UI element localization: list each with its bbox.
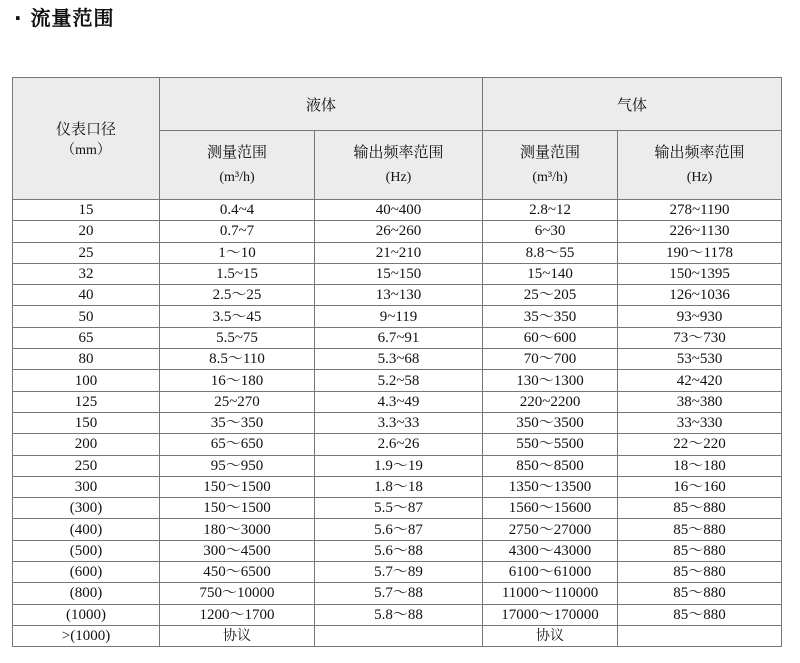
gas-measure-cell: 11000～110000 <box>483 583 618 604</box>
gas-measure-cell: 220~2200 <box>483 391 618 412</box>
liquid-freq-cell: 1.9～19 <box>315 455 483 476</box>
liquid-freq-cell: 13~130 <box>315 285 483 306</box>
flow-range-table <box>12 77 782 647</box>
gas-measure-cell: 550～5500 <box>483 434 618 455</box>
diameter-cell: 32 <box>13 263 160 284</box>
liquid-freq-cell: 5.8～88 <box>315 604 483 625</box>
table-row <box>13 519 782 540</box>
table-row <box>13 242 782 263</box>
liquid-measure-cell: 2.5～25 <box>160 285 315 306</box>
liquid-freq-cell: 5.3~68 <box>315 349 483 370</box>
liquid-freq-cell: 6.7~91 <box>315 327 483 348</box>
liquid-freq-cell: 21~210 <box>315 242 483 263</box>
liquid-measure-cell: 0.4~4 <box>160 200 315 221</box>
liquid-measure-cell: 35～350 <box>160 412 315 433</box>
diameter-cell: 40 <box>13 285 160 306</box>
table-row <box>13 200 782 221</box>
table-row <box>13 285 782 306</box>
gas-freq-cell: 85～880 <box>618 583 782 604</box>
liquid-measure-cell: 300～4500 <box>160 540 315 561</box>
gas-freq-cell: 16～160 <box>618 476 782 497</box>
gas-measure-cell: 6~30 <box>483 221 618 242</box>
gas-freq-cell: 85～880 <box>618 540 782 561</box>
liquid-freq-cell: 26~260 <box>315 221 483 242</box>
diameter-cell: (800) <box>13 583 160 604</box>
liquid-freq-cell: 3.3~33 <box>315 412 483 433</box>
diameter-cell: 300 <box>13 476 160 497</box>
gas-freq-cell: 85～880 <box>618 562 782 583</box>
liquid-freq-cell: 2.6~26 <box>315 434 483 455</box>
table-row <box>13 583 782 604</box>
diameter-cell: 50 <box>13 306 160 327</box>
gas-freq-cell: 190～1178 <box>618 242 782 263</box>
gas-freq-cell: 150~1395 <box>618 263 782 284</box>
liquid-freq-cell: 40~400 <box>315 200 483 221</box>
liquid-freq-cell: 5.6～87 <box>315 519 483 540</box>
table-row <box>13 412 782 433</box>
table-row <box>13 370 782 391</box>
diameter-cell: 100 <box>13 370 160 391</box>
gas-measure-cell: 17000～170000 <box>483 604 618 625</box>
liquid-measure-cell: 0.7~7 <box>160 221 315 242</box>
table-row <box>13 391 782 412</box>
gas-measure-cell: 60～600 <box>483 327 618 348</box>
diameter-cell: (300) <box>13 498 160 519</box>
gas-freq-cell: 38~380 <box>618 391 782 412</box>
gas-freq-cell: 85～880 <box>618 498 782 519</box>
diameter-cell: 25 <box>13 242 160 263</box>
gas-freq-cell: 126~1036 <box>618 285 782 306</box>
liquid-measure-cell: 750～10000 <box>160 583 315 604</box>
liquid-measure-cell: 协议 <box>160 625 315 646</box>
page-title: · 流量范围 <box>14 6 115 30</box>
liquid-freq-cell: 5.6～88 <box>315 540 483 561</box>
liquid-freq-cell: 9~119 <box>315 306 483 327</box>
freq-unit: (Hz) <box>686 170 713 185</box>
table-row <box>13 263 782 284</box>
gas-header: 气体 <box>483 78 782 131</box>
diameter-cell: 15 <box>13 200 160 221</box>
table-row <box>13 455 782 476</box>
gas-measure-header <box>483 131 618 200</box>
gas-freq-cell <box>618 625 782 646</box>
freq-unit: (Hz) <box>385 170 412 185</box>
gas-measure-cell: 15~140 <box>483 263 618 284</box>
measure-unit: (m³/h) <box>532 170 568 185</box>
diameter-unit: （mm） <box>61 143 111 158</box>
gas-measure-cell: 35～350 <box>483 306 618 327</box>
liquid-measure-cell: 150～1500 <box>160 476 315 497</box>
gas-measure-cell: 4300～43000 <box>483 540 618 561</box>
liquid-measure-cell: 1～10 <box>160 242 315 263</box>
liquid-measure-cell: 3.5～45 <box>160 306 315 327</box>
liquid-freq-cell: 5.7～88 <box>315 583 483 604</box>
measure-unit: (m³/h) <box>219 170 255 185</box>
liquid-freq-cell: 1.8～18 <box>315 476 483 497</box>
liquid-measure-cell: 16～180 <box>160 370 315 391</box>
diameter-cell: 250 <box>13 455 160 476</box>
gas-freq-cell: 42~420 <box>618 370 782 391</box>
gas-freq-cell: 278~1190 <box>618 200 782 221</box>
gas-freq-cell: 53~530 <box>618 349 782 370</box>
liquid-measure-cell: 450～6500 <box>160 562 315 583</box>
gas-measure-cell: 6100～61000 <box>483 562 618 583</box>
gas-measure-cell: 350～3500 <box>483 412 618 433</box>
gas-freq-cell: 226~1130 <box>618 221 782 242</box>
diameter-cell: 200 <box>13 434 160 455</box>
diameter-label: 仪表口径 <box>55 120 116 138</box>
gas-freq-cell: 22～220 <box>618 434 782 455</box>
liquid-measure-cell: 65～650 <box>160 434 315 455</box>
diameter-cell: (400) <box>13 519 160 540</box>
diameter-cell: (600) <box>13 562 160 583</box>
liquid-measure-header <box>160 131 315 200</box>
liquid-measure-cell: 5.5~75 <box>160 327 315 348</box>
liquid-measure-cell: 150～1500 <box>160 498 315 519</box>
liquid-measure-cell: 8.5～110 <box>160 349 315 370</box>
gas-freq-cell: 85～880 <box>618 604 782 625</box>
diameter-cell: (500) <box>13 540 160 561</box>
table-row <box>13 476 782 497</box>
table-body <box>13 200 782 647</box>
gas-measure-cell: 2750～27000 <box>483 519 618 540</box>
diameter-cell: (1000) <box>13 604 160 625</box>
gas-measure-cell: 2.8~12 <box>483 200 618 221</box>
gas-measure-cell: 130～1300 <box>483 370 618 391</box>
diameter-header <box>13 78 160 200</box>
diameter-cell: 80 <box>13 349 160 370</box>
gas-freq-header <box>618 131 782 200</box>
table-row <box>13 562 782 583</box>
gas-freq-cell: 85～880 <box>618 519 782 540</box>
gas-measure-cell: 1350～13500 <box>483 476 618 497</box>
gas-measure-cell: 1560～15600 <box>483 498 618 519</box>
freq-label: 输出频率范围 <box>654 143 745 161</box>
table-row <box>13 349 782 370</box>
liquid-freq-header <box>315 131 483 200</box>
gas-measure-cell: 8.8～55 <box>483 242 618 263</box>
liquid-measure-cell: 180～3000 <box>160 519 315 540</box>
gas-measure-cell: 70～700 <box>483 349 618 370</box>
liquid-freq-cell: 4.3~49 <box>315 391 483 412</box>
measure-label: 测量范围 <box>520 143 581 161</box>
liquid-measure-cell: 1200～1700 <box>160 604 315 625</box>
measure-label: 测量范围 <box>206 143 267 161</box>
gas-freq-cell: 93~930 <box>618 306 782 327</box>
gas-freq-cell: 18～180 <box>618 455 782 476</box>
table-row <box>13 221 782 242</box>
gas-measure-cell: 协议 <box>483 625 618 646</box>
liquid-freq-cell: 15~150 <box>315 263 483 284</box>
table-row <box>13 604 782 625</box>
table-row <box>13 434 782 455</box>
diameter-cell: >(1000) <box>13 625 160 646</box>
table-row <box>13 498 782 519</box>
liquid-freq-cell: 5.5～87 <box>315 498 483 519</box>
gas-freq-cell: 73～730 <box>618 327 782 348</box>
table-row <box>13 327 782 348</box>
liquid-measure-cell: 25~270 <box>160 391 315 412</box>
liquid-freq-cell <box>315 625 483 646</box>
gas-measure-cell: 25～205 <box>483 285 618 306</box>
diameter-cell: 65 <box>13 327 160 348</box>
table-row <box>13 540 782 561</box>
gas-measure-cell: 850～8500 <box>483 455 618 476</box>
diameter-cell: 20 <box>13 221 160 242</box>
liquid-header: 液体 <box>160 78 483 131</box>
diameter-cell: 125 <box>13 391 160 412</box>
table-row <box>13 625 782 646</box>
freq-label: 输出频率范围 <box>353 143 444 161</box>
table-row <box>13 306 782 327</box>
liquid-freq-cell: 5.7～89 <box>315 562 483 583</box>
liquid-measure-cell: 95～950 <box>160 455 315 476</box>
gas-freq-cell: 33~330 <box>618 412 782 433</box>
diameter-cell: 150 <box>13 412 160 433</box>
liquid-measure-cell: 1.5~15 <box>160 263 315 284</box>
liquid-freq-cell: 5.2~58 <box>315 370 483 391</box>
